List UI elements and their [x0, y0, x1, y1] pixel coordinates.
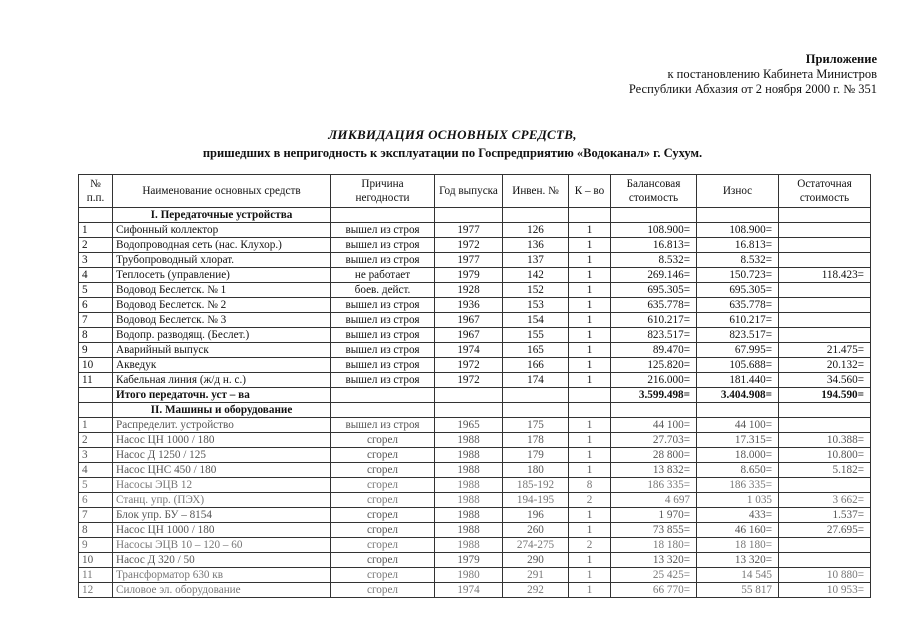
table-cell: 194.590=	[779, 388, 871, 403]
table-cell: сгорел	[331, 583, 435, 598]
table-cell: 13 320=	[697, 553, 779, 568]
table-cell	[79, 388, 113, 403]
table-cell: 1988	[435, 493, 503, 508]
table-cell: 67.995=	[697, 343, 779, 358]
table-cell: 27.703=	[611, 433, 697, 448]
table-cell: 3.599.498=	[611, 388, 697, 403]
table-cell: 8.532=	[611, 253, 697, 268]
table-cell: 823.517=	[611, 328, 697, 343]
table-cell: Трубопроводный хлорат.	[113, 253, 331, 268]
table-cell: 2	[569, 493, 611, 508]
table-cell	[331, 388, 435, 403]
table-cell: сгорел	[331, 478, 435, 493]
table-cell: 174	[503, 373, 569, 388]
table-cell: 89.470=	[611, 343, 697, 358]
table-cell: 27.695=	[779, 523, 871, 538]
table-cell: Кабельная линия (ж/д н. с.)	[113, 373, 331, 388]
table-cell: 196	[503, 508, 569, 523]
table-cell: 11	[79, 568, 113, 583]
table-cell: 1	[569, 568, 611, 583]
appendix-line-3: Республики Абхазия от 2 ноября 2000 г. № 351	[628, 82, 877, 96]
table-cell: 1	[569, 373, 611, 388]
table-cell: 55 817	[697, 583, 779, 598]
table-row	[79, 553, 871, 568]
table-cell: 16.813=	[697, 238, 779, 253]
table-cell	[779, 253, 871, 268]
table-cell: 1	[569, 418, 611, 433]
table-cell: 1936	[435, 298, 503, 313]
table-cell: 695.305=	[611, 283, 697, 298]
table-cell: 186 335=	[611, 478, 697, 493]
table-body	[79, 208, 871, 598]
col-header: Износ	[697, 175, 779, 208]
table-row	[79, 523, 871, 538]
table-cell: 20.132=	[779, 358, 871, 373]
table-cell: 3 662=	[779, 493, 871, 508]
table-cell: Водопр. разводящ. (Беслет.)	[113, 328, 331, 343]
table-cell: Водовод Беслетск. № 3	[113, 313, 331, 328]
table-cell: 28 800=	[611, 448, 697, 463]
table-cell: сгорел	[331, 493, 435, 508]
table-cell: 1979	[435, 268, 503, 283]
table-cell: 1	[569, 328, 611, 343]
table-cell: 1967	[435, 313, 503, 328]
col-header: Инвен. №	[503, 175, 569, 208]
table-cell: 181.440=	[697, 373, 779, 388]
table-cell: 3	[79, 253, 113, 268]
table-cell: 46 160=	[697, 523, 779, 538]
document-title: ЛИКВИДАЦИЯ ОСНОВНЫХ СРЕДСТВ,	[328, 127, 577, 142]
table-cell: 1	[569, 223, 611, 238]
table-cell: 1.537=	[779, 508, 871, 523]
table-cell: 610.217=	[611, 313, 697, 328]
section-title: I. Передаточные устройства	[113, 208, 331, 223]
table-row	[79, 568, 871, 583]
table-cell: 18 180=	[611, 538, 697, 553]
table-cell: 1	[569, 448, 611, 463]
table-cell: 1988	[435, 448, 503, 463]
table-cell: 5	[79, 283, 113, 298]
table-cell	[779, 328, 871, 343]
table-cell: 44 100=	[611, 418, 697, 433]
table-cell: 1	[569, 298, 611, 313]
table-cell: 1	[569, 463, 611, 478]
table-cell	[779, 283, 871, 298]
table-cell: вышел из строя	[331, 253, 435, 268]
table-cell: 10	[79, 553, 113, 568]
table-row	[79, 373, 871, 388]
table-cell: 1988	[435, 508, 503, 523]
table-row	[79, 343, 871, 358]
table-cell: вышел из строя	[331, 298, 435, 313]
table-cell: 3	[79, 448, 113, 463]
table-cell: 185-192	[503, 478, 569, 493]
table-cell: 10	[79, 358, 113, 373]
table-row	[79, 478, 871, 493]
table-cell: 1	[569, 508, 611, 523]
table-cell: 108.900=	[611, 223, 697, 238]
table-cell: 155	[503, 328, 569, 343]
table-cell: Итого передаточн. уст – ва	[113, 388, 331, 403]
table-cell: 142	[503, 268, 569, 283]
table-cell: 136	[503, 238, 569, 253]
table-cell: 25 425=	[611, 568, 697, 583]
table-cell: 17.315=	[697, 433, 779, 448]
table-row	[79, 268, 871, 283]
table-cell: 291	[503, 568, 569, 583]
table-row	[79, 493, 871, 508]
table-cell: сгорел	[331, 538, 435, 553]
table-cell: 13 832=	[611, 463, 697, 478]
table-row	[79, 253, 871, 268]
table-cell: Силовое эл. оборудование	[113, 583, 331, 598]
section-row	[79, 208, 871, 223]
table-cell: 823.517=	[697, 328, 779, 343]
table-cell: 18.000=	[697, 448, 779, 463]
table-cell: 18 180=	[697, 538, 779, 553]
table-cell: Водовод Беслетск. № 2	[113, 298, 331, 313]
table-cell: 274-275	[503, 538, 569, 553]
document-subtitle: пришедших в непригодность к эксплуатации по Госпредприятию «Водоканал» г. Сухум.	[202, 146, 703, 160]
col-header: Остаточная стоимость	[779, 175, 871, 208]
table-cell: 10 953=	[779, 583, 871, 598]
table-cell: 1	[569, 523, 611, 538]
table-cell: 6	[79, 298, 113, 313]
table-cell: 216.000=	[611, 373, 697, 388]
table-cell: 10.388=	[779, 433, 871, 448]
table-cell: 14 545	[697, 568, 779, 583]
table-cell: сгорел	[331, 553, 435, 568]
table-cell: 1	[569, 358, 611, 373]
table-cell: 152	[503, 283, 569, 298]
table-cell: не работает	[331, 268, 435, 283]
table-cell: 8	[79, 328, 113, 343]
table-cell: 8	[79, 523, 113, 538]
table-cell: 4	[79, 463, 113, 478]
table-cell: 1	[569, 253, 611, 268]
table-cell: 1979	[435, 553, 503, 568]
table-cell: сгорел	[331, 433, 435, 448]
table-cell: вышел из строя	[331, 418, 435, 433]
col-header: Балансовая стоимость	[611, 175, 697, 208]
table-cell: вышел из строя	[331, 343, 435, 358]
table-cell: 8.532=	[697, 253, 779, 268]
table-cell: 1988	[435, 433, 503, 448]
table-cell: 1977	[435, 223, 503, 238]
table-cell: 1 035	[697, 493, 779, 508]
table-cell: вышел из строя	[331, 223, 435, 238]
table-cell: 12	[79, 583, 113, 598]
col-header: К – во	[569, 175, 611, 208]
table-cell: 1974	[435, 343, 503, 358]
table-cell: сгорел	[331, 523, 435, 538]
appendix-label: Приложение	[805, 52, 877, 66]
table-cell: 695.305=	[697, 283, 779, 298]
table-cell: 1988	[435, 463, 503, 478]
appendix-line-2: к постановлению Кабинета Министров	[667, 67, 877, 81]
table-cell: 178	[503, 433, 569, 448]
table-cell: 1	[569, 553, 611, 568]
table-cell: 290	[503, 553, 569, 568]
table-cell: 10.800=	[779, 448, 871, 463]
table-cell: 1988	[435, 478, 503, 493]
table-cell: 1	[569, 583, 611, 598]
assets-table	[78, 174, 871, 598]
table-cell: Водовод Беслетск. № 1	[113, 283, 331, 298]
table-cell: 2	[79, 238, 113, 253]
table-cell: 1974	[435, 583, 503, 598]
table-cell: боев. дейст.	[331, 283, 435, 298]
table-cell: 1928	[435, 283, 503, 298]
table-cell: 292	[503, 583, 569, 598]
table-cell: вышел из строя	[331, 373, 435, 388]
table-cell: 610.217=	[697, 313, 779, 328]
table-cell: вышел из строя	[331, 238, 435, 253]
table-cell: 1	[79, 418, 113, 433]
table-cell: 66 770=	[611, 583, 697, 598]
col-header: Год выпуска	[435, 175, 503, 208]
table-row	[79, 298, 871, 313]
table-cell: 269.146=	[611, 268, 697, 283]
table-cell: Теплосеть (управление)	[113, 268, 331, 283]
table-cell	[779, 223, 871, 238]
table-cell	[779, 478, 871, 493]
table-cell: вышел из строя	[331, 313, 435, 328]
table-cell: 1	[569, 283, 611, 298]
table-cell: сгорел	[331, 463, 435, 478]
table-cell: сгорел	[331, 568, 435, 583]
table-cell: 194-195	[503, 493, 569, 508]
table-cell: сгорел	[331, 448, 435, 463]
col-header: Наименование основных средств	[113, 175, 331, 208]
table-cell: 1967	[435, 328, 503, 343]
table-cell: 6	[79, 493, 113, 508]
table-cell: 73 855=	[611, 523, 697, 538]
table-row	[79, 448, 871, 463]
table-cell: 9	[79, 343, 113, 358]
table-cell: 1	[569, 238, 611, 253]
table-cell: 1977	[435, 253, 503, 268]
table-cell: 34.560=	[779, 373, 871, 388]
table-cell: 1972	[435, 358, 503, 373]
table-cell: 10 880=	[779, 568, 871, 583]
table-cell: 137	[503, 253, 569, 268]
table-cell: Насос Д 1250 / 125	[113, 448, 331, 463]
table-cell: сгорел	[331, 508, 435, 523]
table-cell: 13 320=	[611, 553, 697, 568]
table-cell: 180	[503, 463, 569, 478]
table-cell: 125.820=	[611, 358, 697, 373]
table-row	[79, 328, 871, 343]
table-cell: 1965	[435, 418, 503, 433]
table-cell: 1	[569, 343, 611, 358]
table-cell: 5	[79, 478, 113, 493]
table-cell: Насос ЦН 1000 / 180	[113, 523, 331, 538]
table-cell: 1980	[435, 568, 503, 583]
table-cell: Насос ЦНС 450 / 180	[113, 463, 331, 478]
table-cell: 3.404.908=	[697, 388, 779, 403]
table-cell: 4	[79, 268, 113, 283]
table-row	[79, 238, 871, 253]
appendix-header	[629, 52, 877, 97]
table-cell: Насосы ЭЦВ 12	[113, 478, 331, 493]
table-row	[79, 418, 871, 433]
table-cell: 8.650=	[697, 463, 779, 478]
table-row	[79, 283, 871, 298]
table-header-row	[79, 175, 871, 208]
total-row	[79, 388, 871, 403]
table-cell: Насос Д 320 / 50	[113, 553, 331, 568]
table-cell	[569, 388, 611, 403]
table-cell: Насос ЦН 1000 / 180	[113, 433, 331, 448]
table-cell: Распределит. устройство	[113, 418, 331, 433]
table-cell: 5.182=	[779, 463, 871, 478]
table-cell: 1	[569, 268, 611, 283]
table-cell: Насосы ЭЦВ 10 – 120 – 60	[113, 538, 331, 553]
table-cell: 2	[79, 433, 113, 448]
table-cell: 7	[79, 313, 113, 328]
table-cell: 166	[503, 358, 569, 373]
table-cell	[779, 418, 871, 433]
table-cell: 153	[503, 298, 569, 313]
col-header: № п.п.	[79, 175, 113, 208]
table-cell: Станц. упр. (ПЭХ)	[113, 493, 331, 508]
table-cell: Акведук	[113, 358, 331, 373]
table-cell: 8	[569, 478, 611, 493]
table-row	[79, 223, 871, 238]
table-cell: 11	[79, 373, 113, 388]
table-cell: 21.475=	[779, 343, 871, 358]
table-cell: 1	[79, 223, 113, 238]
table-cell: вышел из строя	[331, 328, 435, 343]
table-cell: 2	[569, 538, 611, 553]
table-cell: 1 970=	[611, 508, 697, 523]
table-row	[79, 358, 871, 373]
table-cell: Трансформатор 630 кв	[113, 568, 331, 583]
table-cell	[503, 388, 569, 403]
table-cell: 16.813=	[611, 238, 697, 253]
table-cell: Аварийный выпуск	[113, 343, 331, 358]
table-row	[79, 463, 871, 478]
table-cell: 1988	[435, 523, 503, 538]
section-title: II. Машины и оборудование	[113, 403, 331, 418]
table-cell: 635.778=	[697, 298, 779, 313]
table-cell: 165	[503, 343, 569, 358]
table-cell: 1	[569, 433, 611, 448]
table-cell	[779, 538, 871, 553]
table-cell: 126	[503, 223, 569, 238]
col-header: Причина негодности	[331, 175, 435, 208]
table-row	[79, 583, 871, 598]
section-row	[79, 403, 871, 418]
table-cell	[779, 238, 871, 253]
table-cell: 1988	[435, 538, 503, 553]
table-cell: Сифонный коллектор	[113, 223, 331, 238]
table-cell: 635.778=	[611, 298, 697, 313]
table-cell	[435, 388, 503, 403]
table-cell: 7	[79, 508, 113, 523]
table-cell: 150.723=	[697, 268, 779, 283]
table-cell: 1	[569, 313, 611, 328]
table-cell: вышел из строя	[331, 358, 435, 373]
table-row	[79, 508, 871, 523]
table-cell: 179	[503, 448, 569, 463]
table-cell: 44 100=	[697, 418, 779, 433]
table-cell	[779, 553, 871, 568]
table-cell: Блок упр. БУ – 8154	[113, 508, 331, 523]
table-cell: 186 335=	[697, 478, 779, 493]
table-row	[79, 538, 871, 553]
table-cell: 118.423=	[779, 268, 871, 283]
table-cell: 105.688=	[697, 358, 779, 373]
table-cell	[779, 298, 871, 313]
table-cell: 1972	[435, 373, 503, 388]
table-cell: 1972	[435, 238, 503, 253]
table-cell: 108.900=	[697, 223, 779, 238]
table-cell: 260	[503, 523, 569, 538]
table-cell: Водопроводная сеть (нас. Клухор.)	[113, 238, 331, 253]
table-cell: 175	[503, 418, 569, 433]
table-cell: 9	[79, 538, 113, 553]
table-cell	[779, 313, 871, 328]
table-cell: 154	[503, 313, 569, 328]
table-row	[79, 433, 871, 448]
table-cell: 433=	[697, 508, 779, 523]
table-cell: 4 697	[611, 493, 697, 508]
table-row	[79, 313, 871, 328]
